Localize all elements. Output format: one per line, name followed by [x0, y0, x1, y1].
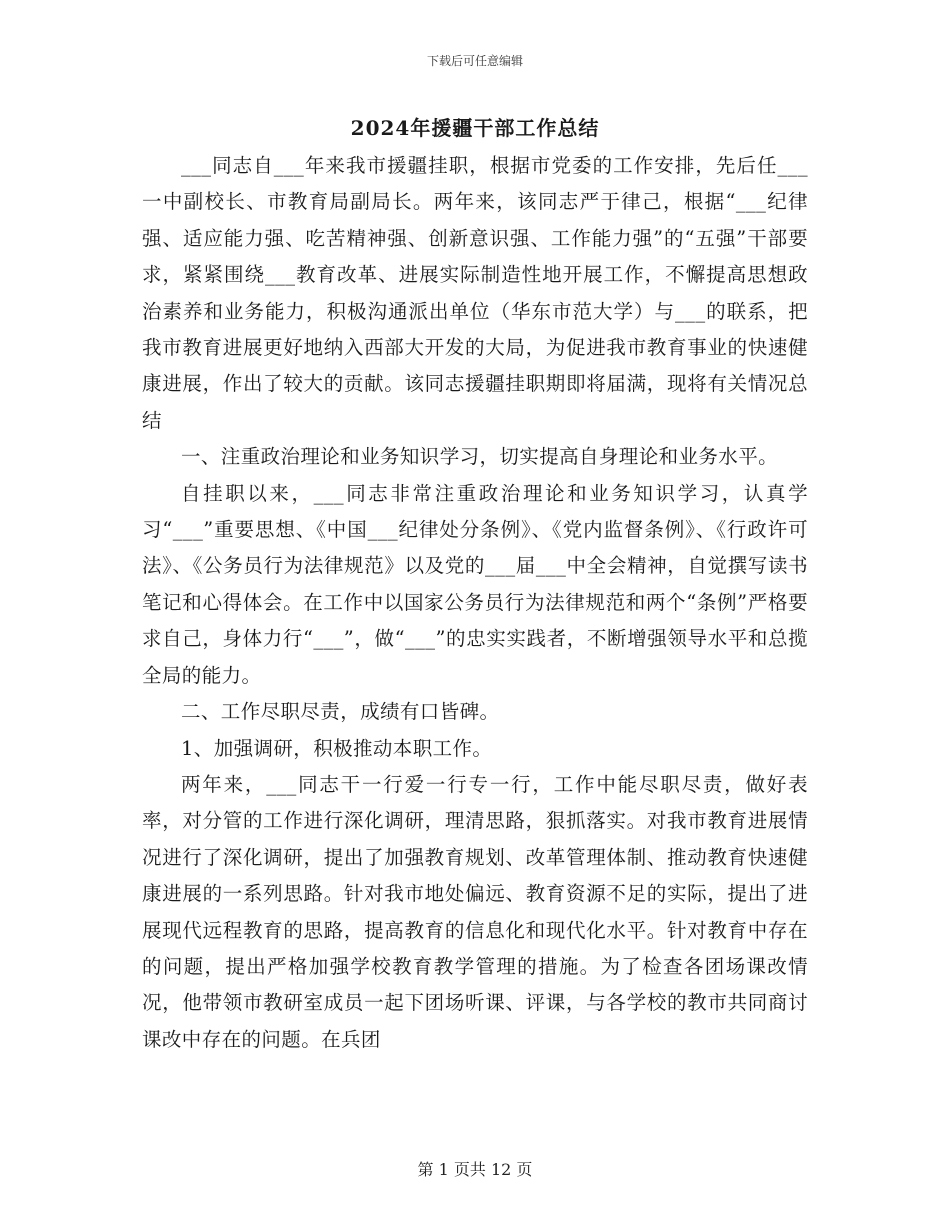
paragraph: 一、注重政治理论和业务知识学习，切实提高自身理论和业务水平。 — [181, 445, 779, 469]
document-body — [142, 148, 808, 1058]
paragraph: 1、加强调研，积极推动本职工作。 — [181, 736, 493, 760]
paragraph: 二、工作尽职尽责，成绩有口皆碑。 — [181, 700, 500, 724]
header-note: 下载后可任意编辑 — [426, 54, 523, 68]
paragraph: 自挂职以来，___同志非常注重政治理论和业务知识学习，认真学习“___”重要思想、《中国___纪律处分条例》、《党内监督条例》、《行政许可法》、《公务员行为法律规范》以及党的___届___中全会精神，自觉撰写读书笔记和心得体会。在工作中以国家公务员行为法律规范和两个“条例”严格要求自己，身体力行“___”，做“___”的忠实实践者，不断增强领导水平和总揽全局的能力。 — [142, 481, 808, 687]
document-title: 2024年援疆干部工作总结 — [350, 116, 600, 140]
page-footer: 第 1 页共 12 页 — [417, 1160, 533, 1179]
paragraph: ___同志自___年来我市援疆挂职，根据市党委的工作安排，先后任___一中副校长、市教育局副局长。两年来，该同志严于律己，根据“___纪律强、适应能力强、吃苦精神强、创新意识强、工作能力强”的“五强”干部要求，紧紧围绕___教育改革、进展实际制造性地开展工作，不懈提高思想政治素养和业务能力，积极沟通派出单位（华东市范大学）与___的联系，把我市教育进展更好地纳入西部大开发的大局，为促进我市教育事业的快速健康进展，作出了较大的贡献。该同志援疆挂职期即将届满，现将有关情况总结 — [142, 154, 808, 432]
paragraph: 两年来，___同志干一行爱一行专一行，工作中能尽职尽责，做好表率，对分管的工作进行深化调研，理清思路，狠抓落实。对我市教育进展情况进行了深化调研，提出了加强教育规划、改革管理体制、推动教育快速健康进展的一系列思路。针对我市地处偏远、教育资源不足的实际，提出了进展现代远程教育的思路，提高教育的信息化和现代化水平。针对教育中存在的问题，提出严格加强学校教育教学管理的措施。为了检查各团场课改情况，他带领市教研室成员一起下团场听课、评课，与各学校的教市共同商讨课改中存在的问题。在兵团 — [142, 772, 808, 1051]
